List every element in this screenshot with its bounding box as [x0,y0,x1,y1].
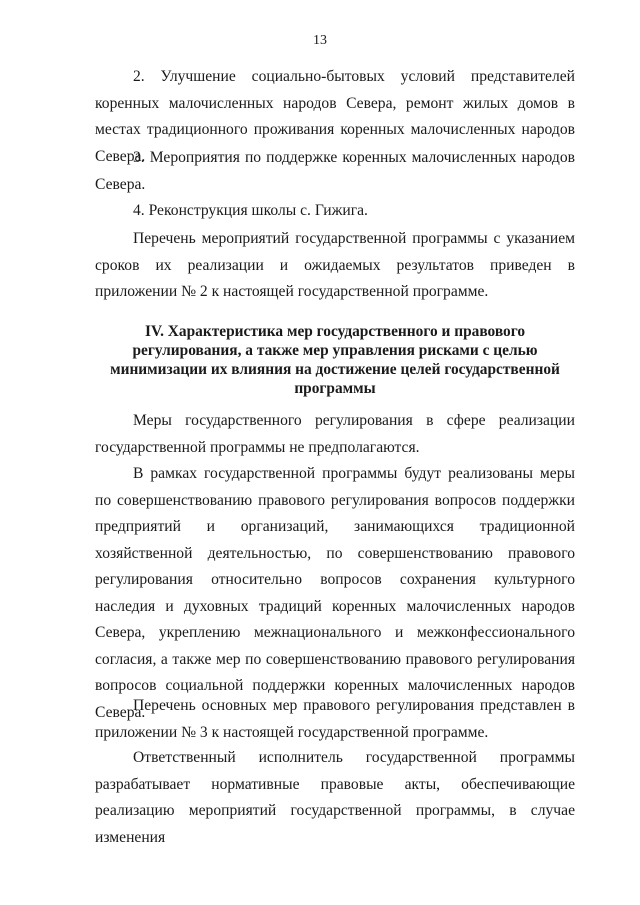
page-number: 13 [313,33,327,48]
paragraph-state-regulation: Меры государственного регулирования в сфере реализации государственной программы не предполагаются. [95,412,575,456]
section-heading: IV. Характеристика мер государственного и правового регулирования, а также мер управления рисками с целью минимизации их влияния на достижение целей государственной программы [110,323,560,397]
paragraph-responsible-executor: Ответственный исполнитель государственной программы разрабатывает нормативные правовые акты, обеспечивающие реализацию мероприятий государственной программы, в случае изменения [95,749,575,846]
paragraph-legal-measures-list: Перечень основных мер правового регулирования представлен в приложении № 3 к настоящей государственной программе. [95,697,575,741]
paragraph-school-reconstruction: 4. Реконструкция школы с. Гижига. [133,202,368,219]
paragraph-measures-list: Перечень мероприятий государственной программы с указанием сроков их реализации и ожидаемых результатов приведен в приложении № 2 к настоящей государственной программе. [95,230,575,300]
paragraph-legal-regulation: В рамках государственной программы будут реализованы меры по совершенствованию правового регулирования вопросов поддержки предприятий и организаций, занимающихся традиционной хозяйственной деятельностью, по совершенствованию правового регулирования относительно вопросов сохранения культурного наследия и духовных традиций коренных малочисленных народов Севера, укреплению межнационального и межконфессионального согласия, а также мер по совершенствованию правового регулирования вопросов социальной поддержки коренных малочисленных народов Севера. [95,465,575,721]
paragraph-support-measures: 3. Мероприятия по поддержке коренных малочисленных народов Севера. [95,149,575,193]
paragraph-improvement-conditions: 2. Улучшение социально-бытовых условий представителей коренных малочисленных народов Севера, ремонт жилых домов в местах традиционного проживания коренных малочисленных народов Севера. [95,68,575,165]
